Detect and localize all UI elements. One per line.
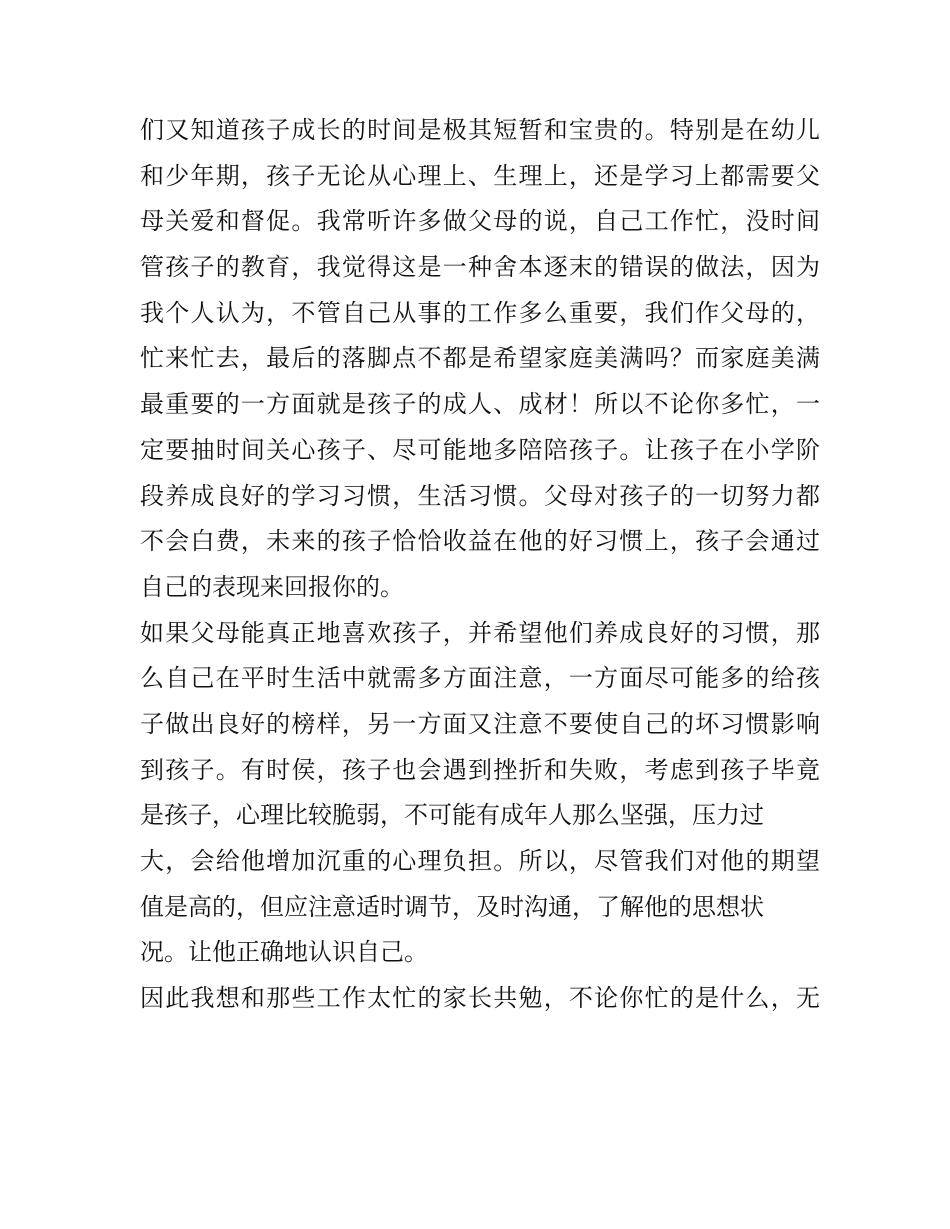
text-line: 不会白费，未来的孩子恰恰收益在他的好习惯上，孩子会通过 <box>140 527 820 556</box>
paragraph <box>140 976 820 1022</box>
text-line: 我个人认为，不管自己从事的工作多么重要，我们作父母的， <box>140 298 820 327</box>
text-line: 母关爱和督促。我常听许多做父母的说，自己工作忙，没时间 <box>140 207 820 236</box>
text-line: 最重要的一方面就是孩子的成人、成材！所以不论你多忙，一 <box>140 390 820 419</box>
text-line: 况。让他正确地认识自己。 <box>140 938 428 967</box>
text-line: 段养成良好的学习习惯，生活习惯。父母对孩子的一切努力都 <box>140 481 820 510</box>
text-line: 忙来忙去，最后的落脚点不都是希望家庭美满吗？而家庭美满 <box>140 344 820 373</box>
paragraph <box>140 611 820 977</box>
text-line: 自己的表现来回报你的。 <box>140 572 404 601</box>
text-line: 管孩子的教育，我觉得这是一种舍本逐末的错误的做法，因为 <box>140 253 820 282</box>
text-line: 和少年期，孩子无论从心理上、生理上，还是学习上都需要父 <box>140 161 820 190</box>
text-line: 么自己在平时生活中就需多方面注意，一方面尽可能多的给孩 <box>140 664 820 693</box>
text-line: 们又知道孩子成长的时间是极其短暂和宝贵的。特别是在幼儿 <box>140 116 820 144</box>
paragraph <box>140 108 820 611</box>
text-line: 到孩子。有时侯，孩子也会遇到挫折和失败，考虑到孩子毕竟 <box>140 755 820 784</box>
text-line: 是孩子，心理比较脆弱，不可能有成年人那么坚强，压力过 <box>140 801 764 830</box>
body-text <box>140 108 820 1022</box>
text-line: 如果父母能真正地喜欢孩子，并希望他们养成良好的习惯，那 <box>140 618 820 647</box>
text-line: 定要抽时间关心孩子、尽可能地多陪陪孩子。让孩子在小学阶 <box>140 435 820 464</box>
text-line: 因此我想和那些工作太忙的家长共勉，不论你忙的是什么，无 <box>140 984 820 1013</box>
text-line: 大，会给他增加沉重的心理负担。所以，尽管我们对他的期望 <box>140 847 820 875</box>
text-line: 子做出良好的榜样，另一方面又注意不要使自己的坏习惯影响 <box>140 709 820 738</box>
text-line: 值是高的，但应注意适时调节，及时沟通，了解他的思想状 <box>140 892 764 921</box>
